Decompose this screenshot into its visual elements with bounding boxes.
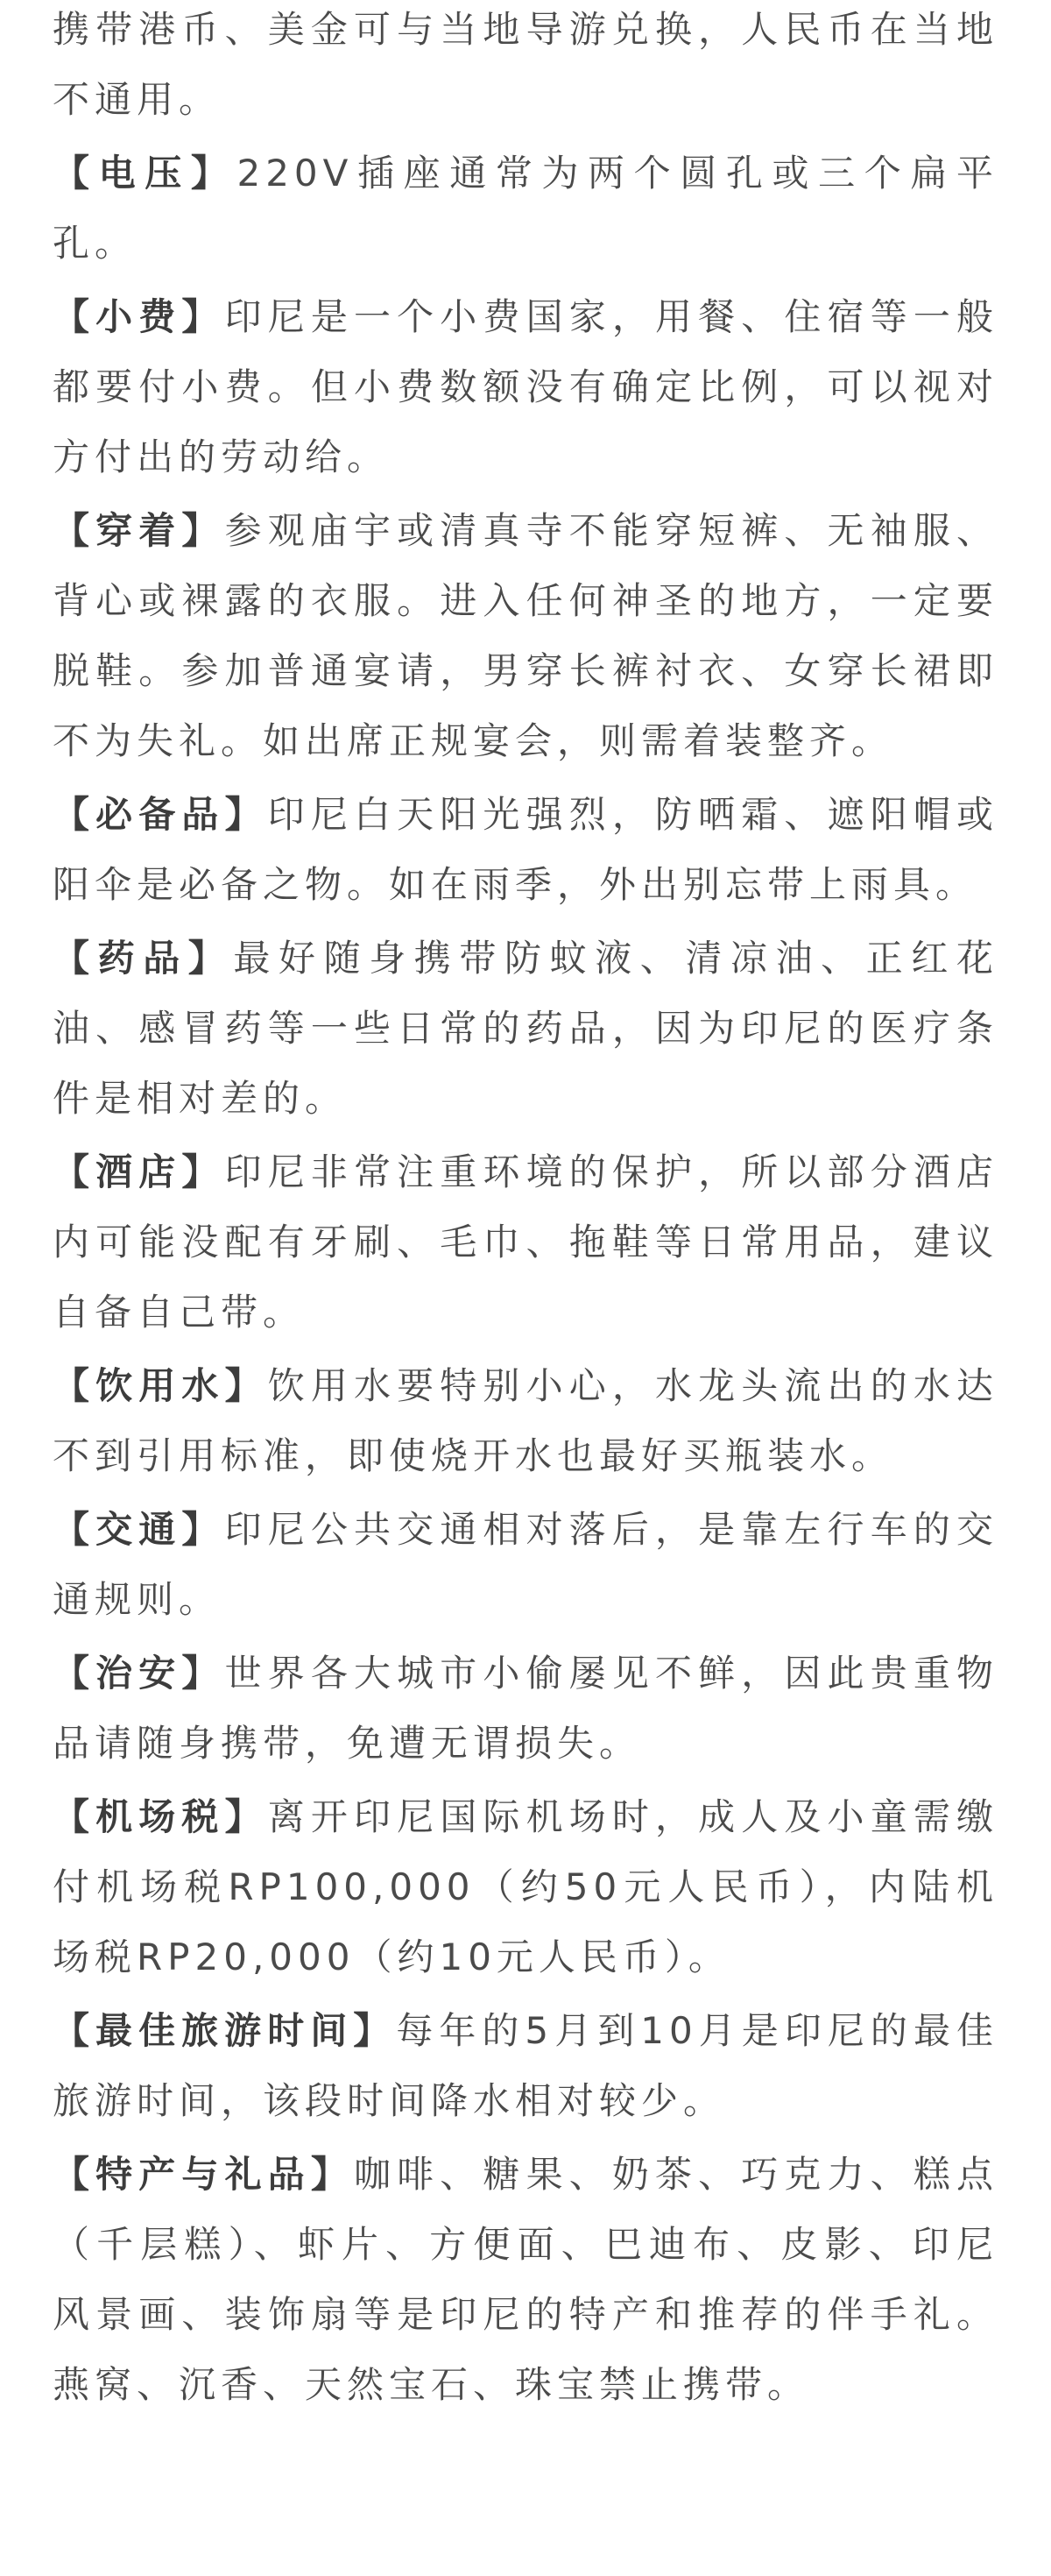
section-text: 每年的5月到10月是印尼的最佳旅游时间，该段时间降水相对较少。	[53, 2009, 998, 2122]
section-label: 【最佳旅游时间】	[53, 2009, 397, 2052]
section-text: 印尼公共交通相对落后，是靠左行车的交通规则。	[53, 1508, 998, 1621]
section-label: 【电压】	[53, 152, 237, 195]
section-transport	[53, 1495, 998, 1635]
section-dress	[53, 496, 998, 776]
intro-text: 携带港币、美金可与当地导游兑换，人民币在当地不通用。	[53, 8, 998, 121]
section-tips	[53, 282, 998, 492]
section-medicine	[53, 924, 998, 1134]
article-body	[53, 0, 998, 2424]
section-airport-tax	[53, 1782, 998, 1992]
section-text: 饮用水要特别小心，水龙头流出的水达不到引用标准，即使烧开水也最好买瓶装水。	[53, 1364, 998, 1477]
section-label: 【饮用水】	[53, 1364, 268, 1407]
section-hotel	[53, 1137, 998, 1348]
intro-paragraph	[53, 0, 998, 135]
section-label: 【穿着】	[53, 509, 225, 552]
section-label: 【机场税】	[53, 1795, 268, 1838]
section-text: 印尼白天阳光强烈，防晒霜、遮阳帽或阳伞是必备之物。如在雨季，外出别忘带上雨具。	[53, 793, 998, 906]
section-label: 【治安】	[53, 1652, 225, 1695]
section-label: 【必备品】	[53, 793, 268, 836]
section-label: 【交通】	[53, 1508, 225, 1551]
section-text: 最好随身携带防蚊液、清凉油、正红花油、感冒药等一些日常的药品，因为印尼的医疗条件是相对差的。	[53, 937, 998, 1120]
section-drinking-water	[53, 1351, 998, 1491]
section-voltage	[53, 138, 998, 279]
section-text: 咖啡、糖果、奶茶、巧克力、糕点（千层糕）、虾片、方便面、巴迪布、皮影、印尼风景画、装饰扇等是印尼的特产和推荐的伴手礼。燕窝、沉香、天然宝石、珠宝禁止携带。	[53, 2153, 998, 2406]
section-text: 世界各大城市小偷屡见不鲜，因此贵重物品请随身携带，免遭无谓损失。	[53, 1652, 998, 1765]
section-essentials	[53, 780, 998, 920]
section-label: 【酒店】	[53, 1150, 225, 1193]
section-souvenirs	[53, 2140, 998, 2420]
section-label: 【小费】	[53, 295, 225, 338]
section-label: 【特产与礼品】	[53, 2153, 354, 2196]
section-best-time	[53, 1996, 998, 2136]
section-label: 【药品】	[53, 937, 234, 980]
section-text: 参观庙宇或清真寺不能穿短裤、无袖服、背心或裸露的衣服。进入任何神圣的地方，一定要脱鞋。参加普通宴请，男穿长裤衬衣、女穿长裙即不为失礼。如出席正规宴会，则需着装整齐。	[53, 509, 998, 762]
section-text: 印尼是一个小费国家，用餐、住宿等一般都要付小费。但小费数额没有确定比例，可以视对方付出的劳动给。	[53, 295, 998, 478]
section-text: 印尼非常注重环境的保护，所以部分酒店内可能没配有牙刷、毛巾、拖鞋等日常用品，建议自备自己带。	[53, 1150, 998, 1334]
section-security	[53, 1638, 998, 1779]
section-text: 离开印尼国际机场时，成人及小童需缴付机场税RP100,000（约50元人民币），内陆机场税RP20,000（约10元人民币）。	[53, 1795, 998, 1978]
section-text: 220V插座通常为两个圆孔或三个扁平孔。	[53, 152, 998, 265]
